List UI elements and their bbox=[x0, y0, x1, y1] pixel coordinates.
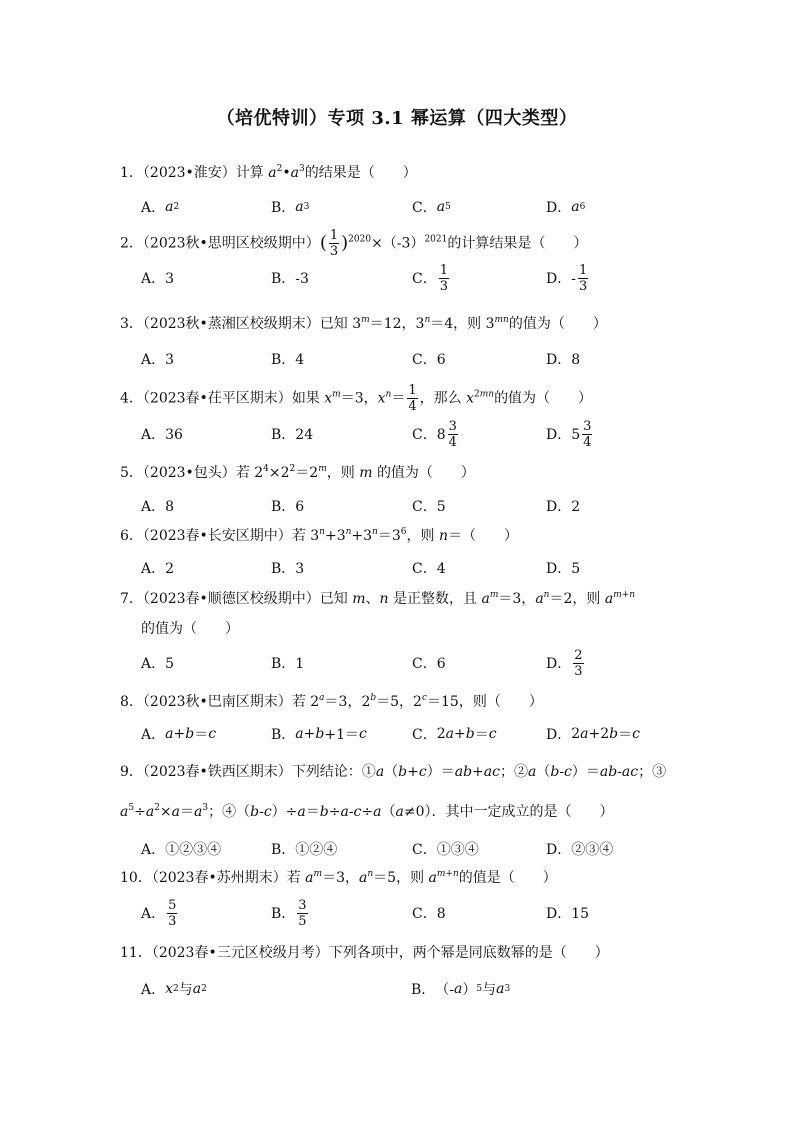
option-label: A． bbox=[141, 200, 166, 216]
option-label: A． bbox=[141, 982, 166, 998]
option-a[interactable]: A．2 bbox=[141, 561, 175, 577]
option-a[interactable]: A．36 bbox=[141, 427, 183, 443]
option-b[interactable]: B． $\frac{3}{5}$ bbox=[271, 897, 307, 929]
option-b[interactable]: B． （- a ） 5 与 a 3 bbox=[411, 981, 511, 998]
question-9-line2: $a^5\div a^2\times a=a^3$；④（b-c）÷a＝b÷a-c÷a（a≠0）．其中一定成立的是（ ） bbox=[120, 803, 614, 820]
option-d[interactable]: D．5 bbox=[546, 561, 581, 577]
question-number: 8． bbox=[120, 694, 143, 710]
question-7-line2: 的值为（ ） bbox=[141, 621, 239, 637]
option-b[interactable]: B．-3 bbox=[271, 271, 309, 287]
fraction: $\frac{1}{3}$ bbox=[329, 228, 339, 259]
option-d[interactable]: D． $\frac{2}{3}$ bbox=[546, 647, 583, 679]
option-d[interactable]: D．- $\frac{1}{3}$ bbox=[546, 262, 588, 294]
options-9 bbox=[141, 831, 701, 867]
question-9: 9．（2023春•铁西区期末）下列结论：①a（b+c）＝ab+ac；②a（b-c）＝ab-ac；③ bbox=[120, 764, 667, 780]
question-text: 下列结论： bbox=[291, 764, 362, 780]
question-number: 6． bbox=[120, 528, 143, 544]
question-number: 2． bbox=[120, 235, 143, 252]
option-c[interactable]: C． a 5 bbox=[412, 199, 451, 216]
option-a[interactable]: A． a 2 bbox=[141, 199, 180, 216]
question-text: 的结果是（ ） bbox=[304, 165, 417, 181]
question-11 bbox=[120, 943, 609, 963]
question-text: 如果 bbox=[291, 390, 325, 407]
option-d[interactable]: D．8 bbox=[546, 352, 581, 368]
question-number: 9． bbox=[120, 764, 143, 780]
question-3: 3．（2023秋•蒸湘区校级期末）已知 $3^m=12$，$3^n=4$，则 $3^{mn}$的值为（ ） bbox=[120, 315, 607, 332]
options-7 bbox=[141, 645, 701, 681]
option-c[interactable]: C．8 bbox=[412, 906, 446, 922]
question-text: 下列各项中，两个幂是同底数幂的是（ ） bbox=[328, 945, 609, 961]
option-a[interactable]: A． x 2 与 a 2 bbox=[141, 981, 207, 998]
question-source: （2023•包头） bbox=[142, 465, 236, 481]
question-text: 的值为（ ） bbox=[494, 390, 593, 407]
option-b[interactable]: B．4 bbox=[271, 352, 305, 368]
question-source: （2023春•三元区校级月考） bbox=[151, 945, 329, 961]
question-number: 10． bbox=[120, 870, 152, 886]
question-source: （2023春•长安区期中） bbox=[142, 528, 292, 544]
option-label: B． bbox=[271, 727, 296, 743]
question-source: （2023秋•思明区校级期中） bbox=[142, 235, 320, 252]
option-label: A． bbox=[141, 727, 166, 743]
question-number: 4． bbox=[120, 390, 143, 407]
option-label: D． bbox=[546, 727, 572, 743]
option-label: D． bbox=[546, 656, 572, 672]
option-b[interactable]: B．24 bbox=[271, 427, 314, 443]
question-source: （2023春•苏州期末） bbox=[151, 870, 287, 886]
question-number: 1． bbox=[120, 165, 143, 181]
options-11 bbox=[141, 971, 701, 1007]
option-a[interactable]: A．3 bbox=[141, 271, 175, 287]
options-3 bbox=[141, 341, 701, 377]
option-label: B． bbox=[271, 200, 296, 216]
option-d[interactable]: D．15 bbox=[546, 906, 590, 922]
question-6: 6．（2023春•长安区期中）若 $3^n+3^n+3^n=3^6$，则 n＝（ ） bbox=[120, 527, 518, 544]
question-number: 7． bbox=[120, 591, 143, 607]
options-6 bbox=[141, 550, 701, 586]
question-5: 5．（2023•包头）若 $2^4\times 2^2=2^m$，则 m 的值为（ ） bbox=[120, 464, 475, 481]
option-a[interactable]: A． a + b ＝ c bbox=[141, 726, 217, 743]
options-2 bbox=[141, 260, 701, 296]
options-5 bbox=[141, 488, 701, 524]
question-8: 8．（2023秋•巴南区期末）若 $2^a=3$，$2^b=5$，$2^c=15$，则（ ） bbox=[120, 693, 543, 710]
options-8 bbox=[141, 716, 701, 752]
question-text: ．其中一定成立的是（ ） bbox=[431, 804, 614, 820]
page-title: （培优特训）专项 3.1 幂运算（四大类型） bbox=[216, 108, 578, 129]
question-text: ＝（ ） bbox=[447, 528, 518, 544]
option-c[interactable]: C．5 bbox=[412, 499, 446, 515]
question-number: 11． bbox=[120, 945, 152, 961]
option-d[interactable]: D．2 bbox=[546, 499, 581, 515]
option-label: C． bbox=[412, 271, 437, 287]
question-source: （2023春•铁西区期末） bbox=[142, 764, 292, 780]
question-text: ，则（ ） bbox=[458, 694, 543, 710]
option-label: D．5 bbox=[546, 427, 581, 443]
options-10 bbox=[141, 895, 701, 931]
option-c[interactable]: C． $\frac{1}{3}$ bbox=[412, 262, 448, 294]
option-b[interactable]: B．3 bbox=[271, 561, 305, 577]
option-a[interactable]: A． $\frac{5}{3}$ bbox=[141, 897, 177, 929]
question-10: 10．（2023春•苏州期末）若 $a^m=3$，$a^n=5$，则 $a^{m+n}$的值是（ ） bbox=[120, 869, 557, 886]
option-b[interactable]: B． a + b +1＝ c bbox=[271, 726, 367, 743]
options-1 bbox=[141, 189, 701, 225]
option-c[interactable]: C． 2 a + b ＝ c bbox=[412, 726, 497, 743]
option-label: B． bbox=[411, 982, 436, 998]
question-source: （2023春•顺德区校级期中） bbox=[142, 591, 320, 607]
option-c[interactable]: C．8 $\frac{3}{4}$ bbox=[412, 418, 457, 450]
option-a[interactable]: A．3 bbox=[141, 352, 175, 368]
option-label: C．8 bbox=[412, 427, 446, 443]
question-text: 的值为（ ） bbox=[376, 465, 475, 481]
question-number: 3． bbox=[120, 316, 143, 332]
options-4 bbox=[141, 416, 701, 452]
option-d[interactable]: D．5 $\frac{3}{4}$ bbox=[546, 418, 592, 450]
option-c[interactable]: C．4 bbox=[412, 561, 446, 577]
question-text: 的值是（ ） bbox=[458, 870, 557, 886]
question-source: （2023•淮安） bbox=[142, 165, 236, 181]
question-1: 1．（2023•淮安）计算 $a^2•a^3$的结果是（ ） bbox=[120, 164, 417, 181]
question-7: 7．（2023春•顺德区校级期中）已知 m、n 是正整数，且 $a^m=3$，$a^n=2$，则 $a^{m+n}$ bbox=[120, 590, 636, 607]
question-4: 4．（2023春•茌平区期末）如果 $x^m=3$，$x^n=$ $\frac{1}{4}$ ，那么 $x^{2mn}$的值为（ ） bbox=[120, 383, 593, 414]
option-d[interactable]: D． 2 a +2 b ＝ c bbox=[546, 726, 640, 743]
question-2: 2．（2023秋•思明区校级期中）( $\frac{1}{3}$ )$^{2020}\times(-3)^{2021}$的计算结果是（ ） bbox=[120, 228, 588, 259]
option-label: C． bbox=[412, 200, 437, 216]
option-a[interactable]: A．①②③④ bbox=[141, 842, 222, 858]
question-source: （2023秋•巴南区期末） bbox=[142, 694, 292, 710]
option-a[interactable]: A．5 bbox=[141, 656, 175, 672]
option-label: A． bbox=[141, 906, 166, 922]
option-a[interactable]: A．8 bbox=[141, 499, 175, 515]
question-source: （2023春•茌平区期末） bbox=[142, 390, 292, 407]
option-d[interactable]: D． a 6 bbox=[546, 199, 586, 216]
option-label: B． bbox=[271, 906, 296, 922]
question-number: 5． bbox=[120, 465, 143, 481]
option-b[interactable]: B．1 bbox=[271, 656, 305, 672]
question-source: （2023秋•蒸湘区校级期末） bbox=[142, 316, 320, 332]
option-c[interactable]: C．6 bbox=[412, 656, 446, 672]
option-label: D．- bbox=[546, 271, 576, 287]
question-text: 计算 bbox=[235, 165, 269, 181]
option-b[interactable]: B． a 3 bbox=[271, 199, 310, 216]
option-label: C． bbox=[412, 727, 437, 743]
option-d[interactable]: D．②③④ bbox=[546, 842, 614, 858]
option-c[interactable]: C．6 bbox=[412, 352, 446, 368]
option-c[interactable]: C．①③④ bbox=[412, 842, 479, 858]
option-b[interactable]: B．①②④ bbox=[271, 842, 338, 858]
question-text: 的计算结果是（ ） bbox=[447, 235, 588, 252]
option-b[interactable]: B．6 bbox=[271, 499, 305, 515]
option-label: D． bbox=[546, 200, 572, 216]
